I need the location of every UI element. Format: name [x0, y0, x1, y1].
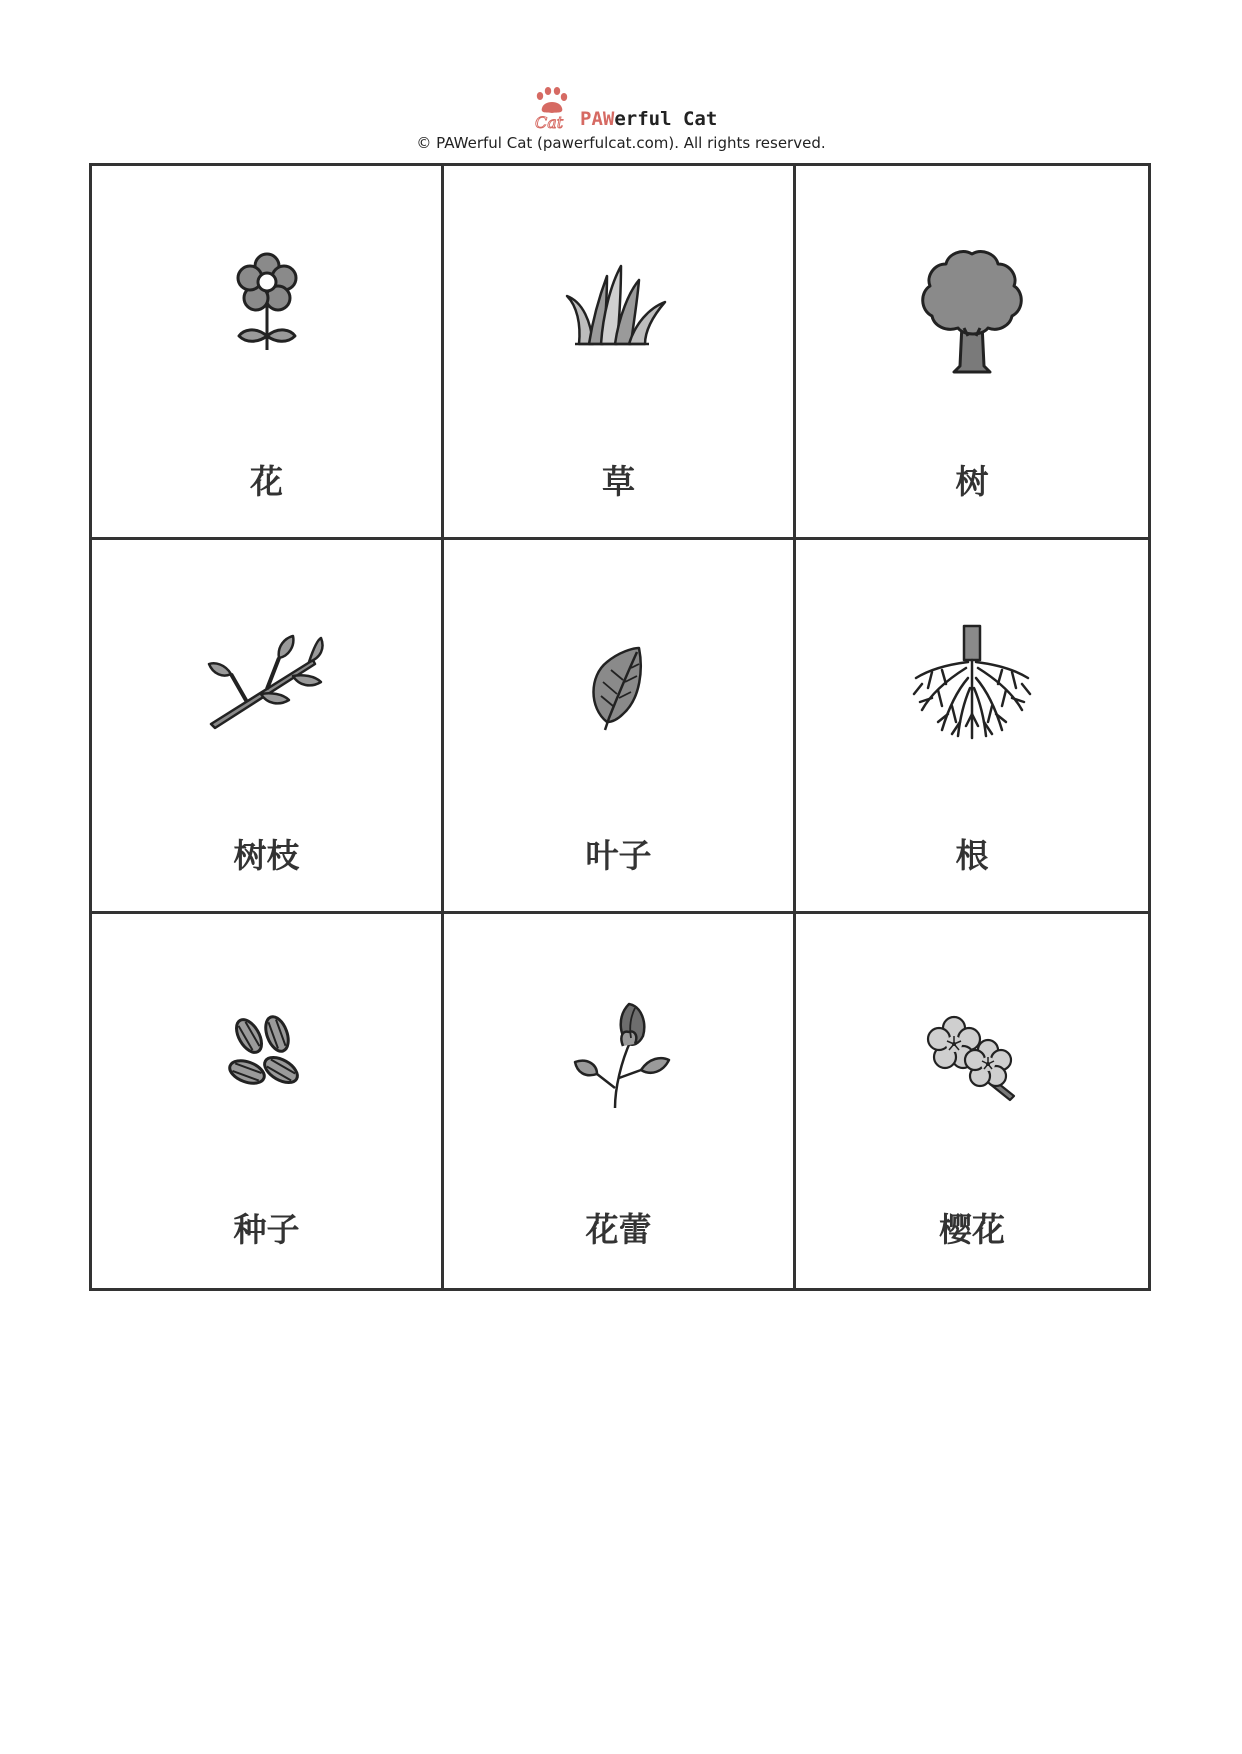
brand-name [580, 108, 717, 130]
card-word: 花 [250, 462, 283, 501]
card-flower-bud [444, 914, 796, 1288]
card-flower [92, 166, 444, 540]
branch-icon [197, 618, 337, 758]
card-word: 花蕾 [585, 1210, 652, 1249]
seeds-icon [197, 992, 337, 1132]
page-header [0, 86, 1242, 156]
logo-text: Cat [535, 113, 564, 132]
card-roots [796, 540, 1148, 914]
card-seeds [92, 914, 444, 1288]
card-leaf [444, 540, 796, 914]
card-word: 叶子 [585, 836, 652, 875]
leaf-icon [549, 618, 689, 758]
card-word: 草 [602, 462, 635, 501]
grass-icon [549, 244, 689, 384]
card-word: 树枝 [233, 836, 300, 875]
card-grass [444, 166, 796, 540]
flower-icon [197, 244, 337, 384]
copyright-notice: © PAWerful Cat (pawerfulcat.com). All rights reserved. [416, 134, 826, 152]
card-cherry-blossom [796, 914, 1148, 1288]
flower-bud-icon [549, 992, 689, 1132]
brand-name-suffix: erful Cat [614, 108, 718, 130]
roots-icon [902, 618, 1042, 758]
card-branch [92, 540, 444, 914]
card-word: 樱花 [939, 1210, 1005, 1249]
flashcard-grid [89, 163, 1151, 1291]
cherry-blossom-icon [902, 992, 1042, 1132]
card-tree [796, 166, 1148, 540]
paw-logo-icon [530, 86, 574, 132]
tree-icon [902, 244, 1042, 384]
card-word: 根 [955, 836, 989, 875]
brand-logo [530, 86, 717, 132]
card-word: 树 [955, 462, 989, 501]
card-word: 种子 [233, 1210, 300, 1249]
brand-name-prefix: PAW [580, 108, 615, 130]
